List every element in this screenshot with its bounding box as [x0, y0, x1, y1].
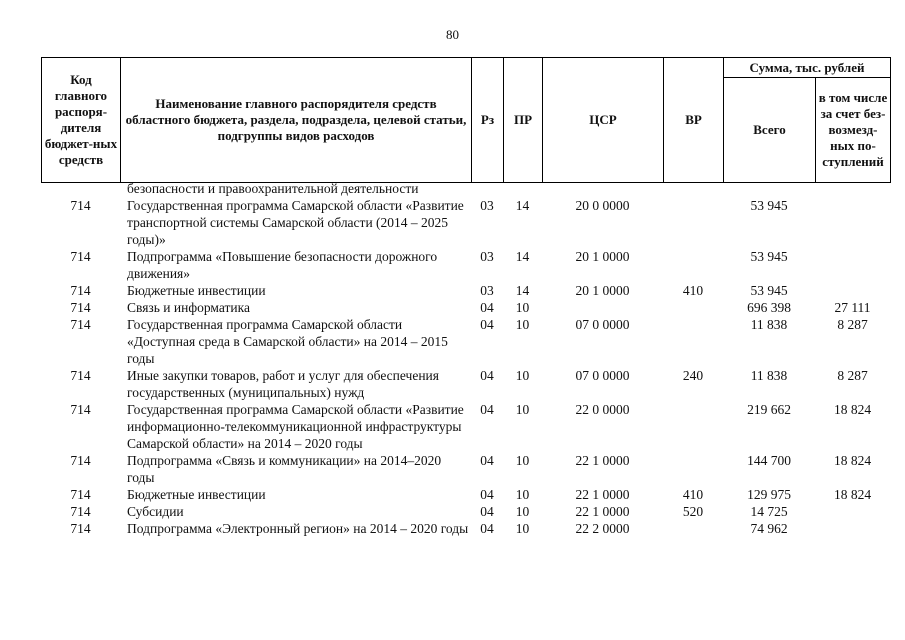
page-number: 80	[446, 27, 459, 42]
header-vr: ВР	[664, 58, 724, 183]
cell-code: 714	[70, 504, 91, 519]
cell-code: 714	[70, 521, 91, 536]
header-csr: ЦСР	[543, 58, 664, 183]
cell-pr: 14	[515, 283, 530, 298]
table-header	[41, 57, 891, 183]
cell-code: 714	[70, 368, 91, 383]
cell-total: 219 662	[747, 402, 791, 417]
cell-total: 144 700	[747, 453, 791, 468]
table-row	[41, 520, 890, 537]
cell-rz: 04	[480, 402, 494, 417]
cell-rz: 04	[480, 453, 494, 468]
cell-pr: 10	[515, 521, 530, 536]
cell-total: 74 962	[750, 521, 788, 536]
cell-name: Подпрограмма «Повышение безопасности дорожного движения»	[127, 249, 438, 281]
cell-rz: 04	[480, 504, 494, 519]
cell-code	[41, 180, 120, 197]
cell-total: 14 725	[750, 504, 788, 519]
cell-gratis	[815, 282, 890, 299]
cell-pr: 10	[515, 487, 530, 502]
table-row	[41, 367, 890, 401]
cell-gratis	[815, 248, 890, 282]
cell-code: 714	[70, 402, 91, 417]
cell-vr	[663, 299, 723, 316]
cell-gratis	[815, 197, 890, 248]
cell-rz: 04	[480, 521, 494, 536]
cell-total: 696 398	[747, 300, 791, 315]
cell-vr	[663, 197, 723, 248]
cell-pr: 10	[515, 402, 530, 417]
cell-gratis: 18 824	[833, 453, 872, 468]
table-row	[41, 452, 890, 486]
cell-gratis: 8 287	[837, 317, 868, 332]
cell-name: безопасности и правоохранительной деятельности	[127, 181, 419, 196]
cell-name: Бюджетные инвестиции	[127, 283, 266, 298]
cell-csr: 20 1 0000	[575, 249, 630, 264]
cell-pr: 14	[515, 198, 530, 213]
table-row	[41, 401, 890, 452]
cell-csr: 22 1 0000	[575, 487, 630, 502]
cell-code: 714	[70, 317, 91, 332]
cell-csr: 20 0 0000	[575, 198, 630, 213]
table-body	[41, 180, 890, 537]
header-code: Код главного распоря-дителя бюджет-ных средств	[42, 58, 121, 183]
table-row	[41, 486, 890, 503]
table-row	[41, 299, 890, 316]
cell-gratis: 8 287	[837, 368, 868, 383]
cell-vr	[663, 520, 723, 537]
cell-rz	[471, 180, 503, 197]
cell-name: Подпрограмма «Электронный регион» на 2014 – 2020 годы	[127, 521, 469, 536]
cell-code: 714	[70, 198, 91, 213]
cell-total: 53 945	[750, 283, 788, 298]
cell-csr: 22 1 0000	[575, 504, 630, 519]
cell-gratis	[815, 503, 890, 520]
cell-vr: 520	[682, 504, 704, 519]
table-row	[41, 316, 890, 367]
header-sum: Сумма, тыс. рублей	[724, 58, 891, 78]
cell-code: 714	[70, 283, 91, 298]
cell-name: Иные закупки товаров, работ и услуг для обеспечения государственных (муниципальных) нужд	[127, 368, 439, 400]
cell-total: 11 838	[750, 368, 788, 383]
cell-gratis	[815, 180, 890, 197]
cell-gratis: 18 824	[833, 402, 872, 417]
header-gratis: в том числе за счет без-возмезд-ных по-ступлений	[816, 78, 891, 183]
cell-csr: 07 0 0000	[575, 317, 630, 332]
header-rz: Рз	[472, 58, 504, 183]
cell-name: Субсидии	[127, 504, 184, 519]
cell-gratis	[815, 520, 890, 537]
cell-csr: 22 1 0000	[575, 453, 630, 468]
cell-pr: 10	[515, 300, 530, 315]
cell-code: 714	[70, 487, 91, 502]
cell-total: 129 975	[747, 487, 791, 502]
cell-rz: 04	[480, 300, 494, 315]
cell-name: Государственная программа Самарской области «Доступная среда в Самарской области» на 2014 – 2015 годы	[127, 317, 448, 366]
cell-name: Бюджетные инвестиции	[127, 487, 266, 502]
cell-gratis: 27 111	[834, 300, 871, 315]
cell-total: 53 945	[750, 198, 788, 213]
cell-code: 714	[70, 453, 91, 468]
cell-name: Связь и информатика	[127, 300, 250, 315]
cell-rz: 04	[480, 487, 494, 502]
cell-rz: 03	[480, 249, 494, 264]
cell-vr	[663, 316, 723, 367]
cell-vr: 410	[682, 487, 704, 502]
cell-csr	[542, 299, 663, 316]
table-row	[41, 197, 890, 248]
cell-vr: 240	[682, 368, 704, 383]
cell-pr: 10	[515, 368, 530, 383]
cell-name: Государственная программа Самарской области «Развитие транспортной системы Самарской области (2014 – 2025 годы)»	[127, 198, 464, 247]
cell-vr	[663, 401, 723, 452]
cell-vr	[663, 248, 723, 282]
cell-csr: 07 0 0000	[575, 368, 630, 383]
cell-name: Государственная программа Самарской области «Развитие информационно-телекоммуникационной инфраструктуры Самарской области» на 2014 – 2020 годы	[127, 402, 464, 451]
cell-pr: 10	[515, 504, 530, 519]
table-row	[41, 503, 890, 520]
cell-total: 53 945	[750, 249, 788, 264]
table-row	[41, 282, 890, 299]
cell-vr: 410	[682, 283, 704, 298]
cell-rz: 04	[480, 317, 494, 332]
cell-pr: 10	[515, 453, 530, 468]
cell-rz: 03	[480, 283, 494, 298]
cell-csr: 22 2 0000	[575, 521, 630, 536]
cell-vr	[663, 180, 723, 197]
cell-csr: 22 0 0000	[575, 402, 630, 417]
cell-pr	[503, 180, 542, 197]
cell-gratis: 18 824	[833, 487, 872, 502]
cell-csr	[542, 180, 663, 197]
cell-rz: 04	[480, 368, 494, 383]
header-name: Наименование главного распорядителя средств областного бюджета, раздела, подраздела, целевой статьи, подгруппы видов расходов	[121, 58, 472, 183]
header-pr: ПР	[504, 58, 543, 183]
cell-csr: 20 1 0000	[575, 283, 630, 298]
cell-name: Подпрограмма «Связь и коммуникации» на 2014–2020 годы	[127, 453, 442, 485]
table-row	[41, 248, 890, 282]
cell-rz: 03	[480, 198, 494, 213]
cell-total: 11 838	[750, 317, 788, 332]
header-total: Всего	[724, 78, 816, 183]
cell-pr: 14	[515, 249, 530, 264]
cell-code: 714	[70, 249, 91, 264]
table-row	[41, 180, 890, 197]
cell-pr: 10	[515, 317, 530, 332]
cell-code: 714	[70, 300, 91, 315]
cell-vr	[663, 452, 723, 486]
cell-total	[723, 180, 815, 197]
